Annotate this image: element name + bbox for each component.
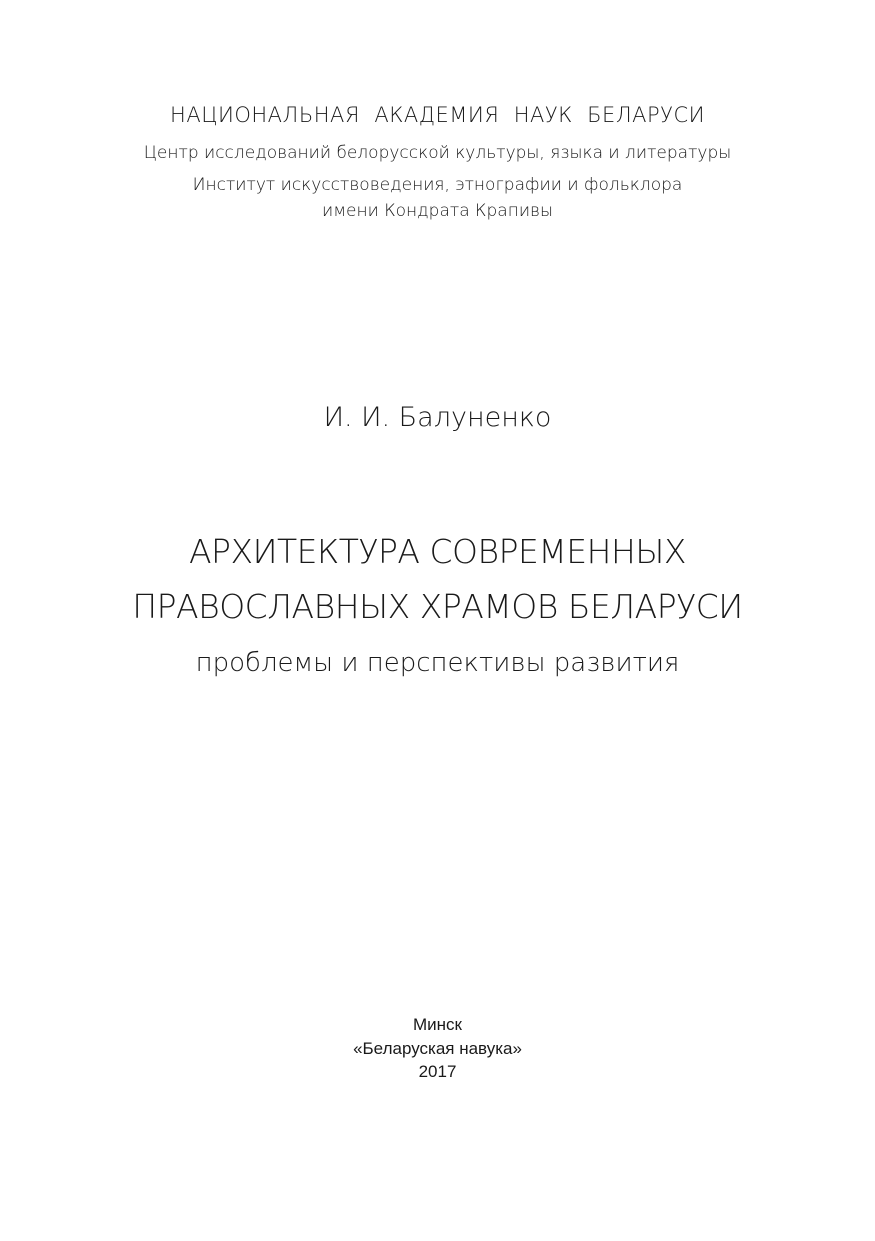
- imprint-publisher: «Беларуская навука»: [353, 1039, 522, 1058]
- imprint-city: Минск: [413, 1015, 462, 1034]
- research-center-name: Центр исследований белорусской культуры, языка и литературы: [143, 143, 732, 163]
- institute-name: Институт искусствоведения, этнографии и фольклора: [192, 175, 683, 195]
- author-name: И. И. Балуненко: [323, 402, 552, 433]
- book-title-line-1: АРХИТЕКТУРА СОВРЕМЕННЫХ: [188, 532, 687, 571]
- imprint-year: 2017: [418, 1062, 457, 1081]
- book-subtitle: проблемы и перспективы развития: [195, 648, 680, 678]
- book-title-line-2: ПРАВОСЛАВНЫХ ХРАМОВ БЕЛАРУСИ: [132, 587, 743, 626]
- institute-named-after: имени Кондрата Крапивы: [322, 201, 553, 221]
- academy-name: НАЦИОНАЛЬНАЯ АКАДЕМИЯ НАУК БЕЛАРУСИ: [170, 103, 705, 127]
